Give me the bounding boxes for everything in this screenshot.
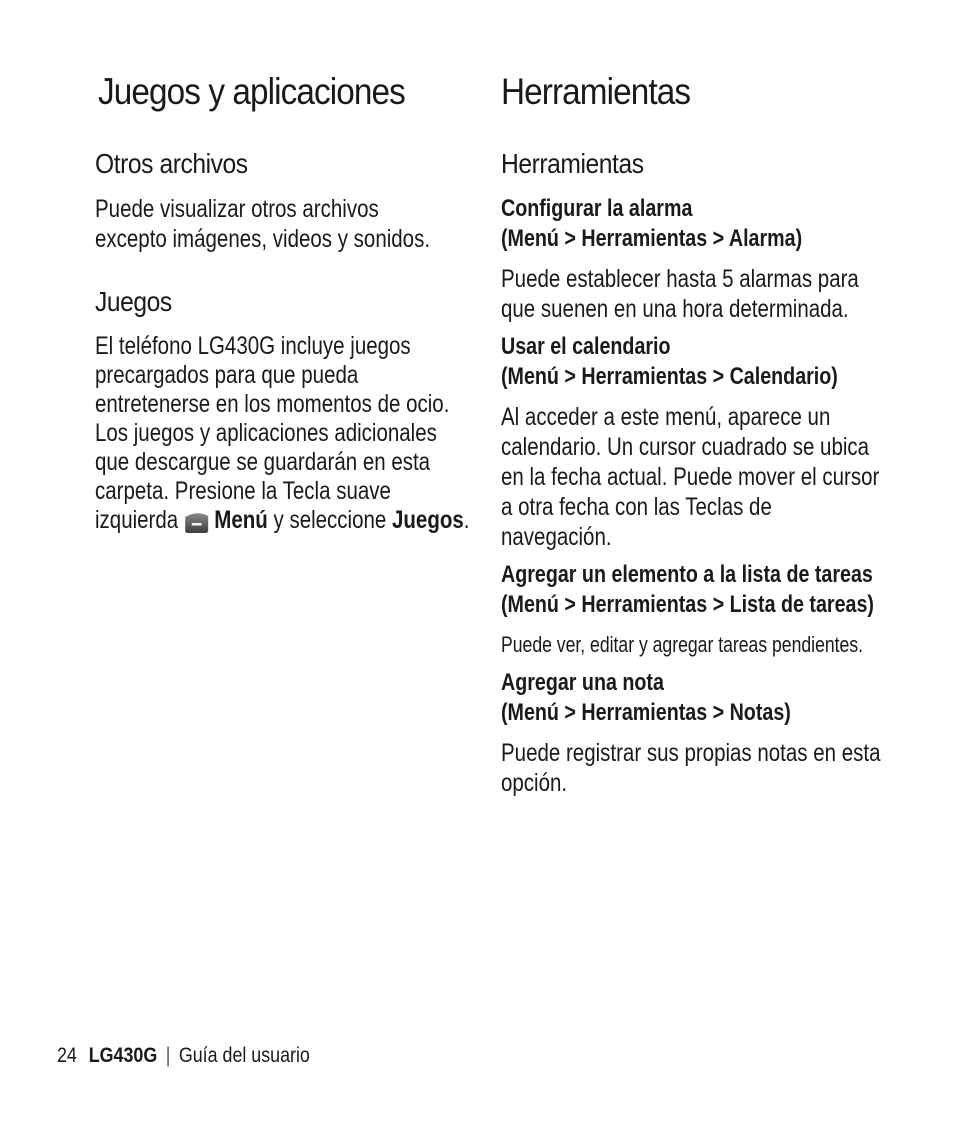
section-heading-herramientas: Herramientas bbox=[501, 148, 644, 179]
page-number: 24 bbox=[57, 1044, 77, 1067]
left-soft-key-icon bbox=[183, 510, 211, 534]
chapter-title-right: Herramientas bbox=[501, 71, 691, 112]
page-footer bbox=[57, 1044, 310, 1068]
footer-guide: Guía del usuario bbox=[178, 1044, 310, 1067]
item-path-calendario: (Menú > Herramientas > Calendario) bbox=[501, 363, 838, 390]
item-path-tareas: (Menú > Herramientas > Lista de tareas) bbox=[501, 591, 874, 618]
juegos-body-text: El teléfono LG430G incluye juegos precargados para que pueda entretenerse en los momentos de ocio. Los juegos y aplicaciones adicionales que descargue se guardarán en esta carpeta. Presione la Tecla suave izquierda bbox=[95, 332, 450, 534]
item-title-tareas-text: Agregar un elemento a la lista de tareas bbox=[501, 561, 873, 588]
item-body-calendario: Al acceder a este menú, aparece un calendario. Un cursor cuadrado se ubica en la fecha actual. Puede mover el cursor a otra fecha con las Teclas de navegación. bbox=[501, 403, 880, 551]
footer-separator: | bbox=[165, 1044, 171, 1067]
chapter-title-left: Juegos y aplicaciones bbox=[98, 71, 405, 112]
juegos-label: Juegos bbox=[392, 506, 464, 534]
item-path-notas: (Menú > Herramientas > Notas) bbox=[501, 699, 791, 726]
juegos-body-text-2: y seleccione bbox=[267, 506, 393, 534]
section-heading-otros-archivos: Otros archivos bbox=[95, 148, 248, 179]
item-path-alarma: (Menú > Herramientas > Alarma) bbox=[501, 225, 803, 252]
section-heading-juegos: Juegos bbox=[95, 286, 172, 317]
left-column bbox=[95, 68, 475, 535]
item-title-notas-text: Agregar una nota bbox=[501, 669, 664, 696]
section-body-juegos bbox=[95, 332, 475, 535]
item-body-tareas: Puede ver, editar y agregar tareas pendientes. bbox=[501, 632, 864, 657]
item-body-notas: Puede registrar sus propias notas en esta opción. bbox=[501, 739, 881, 797]
item-body-alarma: Puede establecer hasta 5 alarmas para que suenen en una hora determinada. bbox=[501, 265, 859, 323]
item-title-calendario bbox=[501, 332, 881, 392]
item-title-alarma-text: Configurar la alarma bbox=[501, 195, 693, 222]
juegos-body-end: . bbox=[463, 506, 470, 534]
section-body-otros-archivos: Puede visualizar otros archivos excepto imágenes, videos y sonidos. bbox=[95, 195, 431, 253]
footer-model: LG430G bbox=[88, 1044, 158, 1067]
item-title-notas bbox=[501, 668, 881, 728]
menu-label: Menú bbox=[214, 506, 268, 534]
item-title-alarma bbox=[501, 194, 881, 254]
item-title-calendario-text: Usar el calendario bbox=[501, 333, 671, 360]
right-column bbox=[501, 68, 881, 798]
item-title-tareas bbox=[501, 560, 881, 620]
